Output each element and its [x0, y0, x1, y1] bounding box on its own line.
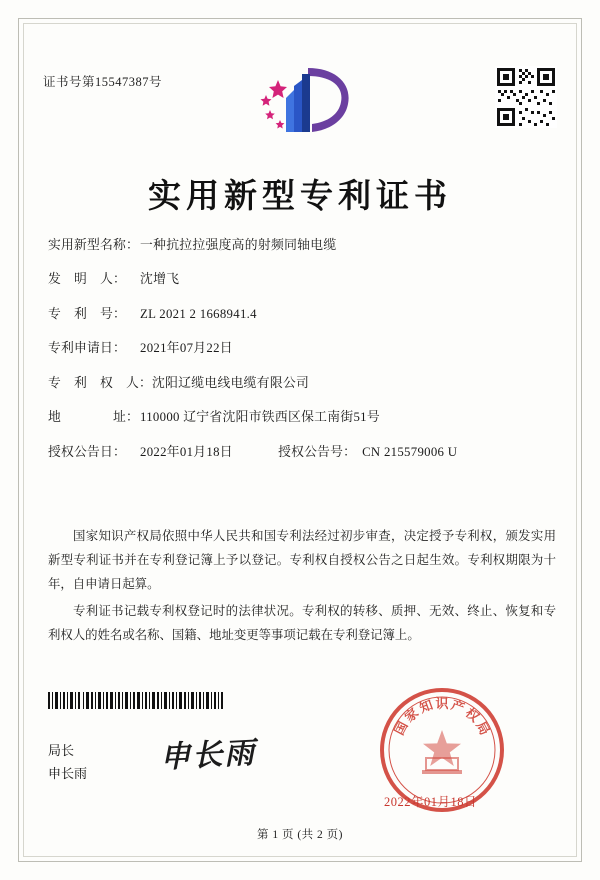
field-value: 沈阳辽缆电线电缆有限公司: [151, 375, 310, 390]
paragraph: 国家知识产权局依照中华人民共和国专利法经过初步审查，决定授予专利权，颁发实用新型专利证书并在专利登记簿上予以登记。专利权自授权公告之日起生效。专利权期限为十年，自申请日起算。: [48, 529, 556, 592]
paragraph: 专利证书记载专利权登记时的法律状况。专利权的转移、质押、无效、终止、恢复和专利权人的姓名或名称、国籍、地址变更等事项记载在专利登记簿上。: [48, 603, 556, 642]
handwritten-signature: 申长雨: [159, 736, 257, 775]
field-row: [48, 238, 558, 254]
qr-code-icon: [495, 66, 557, 128]
page-title: 实用新型专利证书: [148, 179, 452, 215]
field-value: 沈增飞: [140, 272, 180, 287]
field-label: 实用新型名称：: [48, 238, 139, 252]
legal-text: [48, 524, 556, 649]
page-footer: 第 1 页 (共 2 页): [256, 829, 344, 841]
field-list: [48, 238, 558, 479]
director-name-label: 申长雨: [48, 765, 88, 781]
field-value: 2021年07月22日: [140, 341, 233, 356]
svg-text:家: 家: [401, 704, 422, 725]
announcement-number-value: CN 215579006 U: [362, 444, 458, 459]
field-value: ZL 2021 2 1668941.4: [140, 306, 257, 321]
director-title-label: 局长: [48, 743, 75, 758]
svg-text:识: 识: [435, 696, 449, 711]
announcement-number-label: 授权公告号：: [278, 444, 357, 459]
field-value: 一种抗拉拉强度高的射频同轴电缆: [140, 238, 337, 252]
field-row-announcement: [48, 445, 558, 461]
field-row: [48, 307, 558, 323]
seal-date: 2022年01月18日: [384, 795, 478, 809]
field-row: [48, 410, 558, 426]
svg-text:知: 知: [417, 697, 435, 716]
svg-text:产: 产: [449, 697, 467, 716]
announcement-date-value: 2022年01月18日: [140, 444, 233, 459]
field-label: 专 利 号：: [48, 306, 126, 321]
svg-text:权: 权: [462, 704, 483, 725]
field-row: [48, 341, 558, 357]
field-value: 110000 辽宁省沈阳市铁西区保工南街51号: [140, 410, 380, 425]
certificate-number: 证书号第15547387号: [43, 75, 163, 89]
announcement-date-label: 授权公告日：: [48, 444, 126, 459]
announcement-number-group: [278, 445, 457, 459]
svg-text:国: 国: [391, 718, 411, 738]
field-row: [48, 376, 558, 392]
barcode-icon: [48, 692, 223, 709]
field-label: 专 利 权 人：: [48, 375, 152, 390]
field-label: 专利申请日：: [48, 341, 126, 356]
field-label: 地 址：: [48, 410, 139, 425]
svg-text:局: 局: [473, 718, 493, 738]
field-label: 发 明 人：: [48, 272, 126, 287]
patent-office-logo-icon: [250, 62, 360, 140]
field-row: [48, 272, 558, 288]
signature-block: [48, 740, 87, 786]
